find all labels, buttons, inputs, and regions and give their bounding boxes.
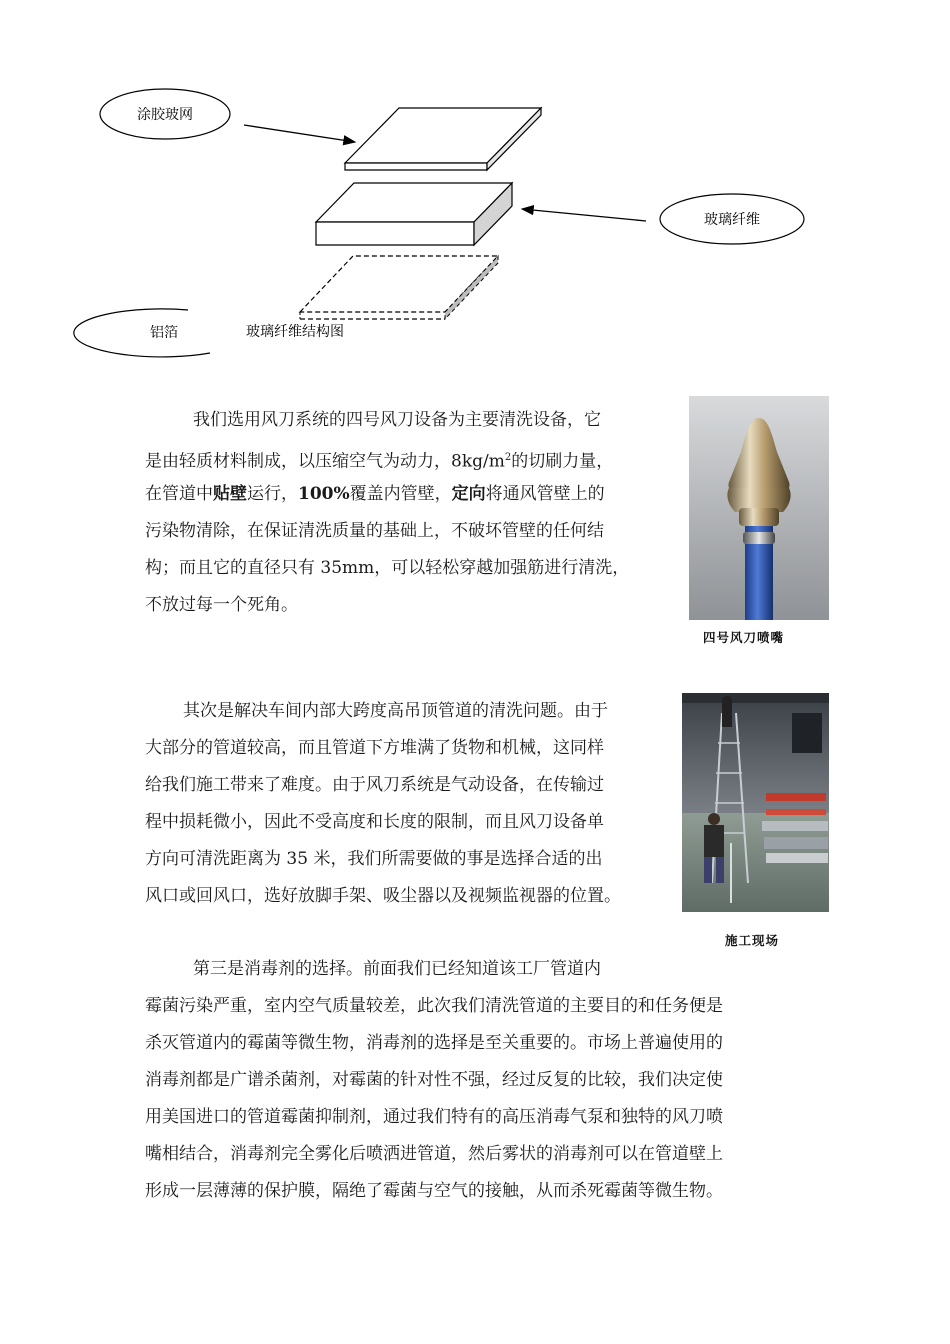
text-line: 风口或回风口，选好放脚手架、吸尘器以及视频监视器的位置。 [145, 886, 621, 906]
text-line: 方向可清洗距离为 35 米，我们所需要做的事是选择合适的出 [145, 849, 603, 869]
section1-paragraph [145, 402, 629, 624]
text-line: 霉菌污染严重，室内空气质量较差，此次我们清洗管道的主要目的和任务便是 [145, 996, 723, 1016]
glass-fiber-arrow [522, 209, 646, 221]
text-line: 嘴相结合，消毒剂完全雾化后喷洒进管道，然后雾状的消毒剂可以在管道壁上 [145, 1144, 723, 1164]
aluminum-foil-label-oval [74, 309, 210, 357]
text-line: 在管道中贴壁运行，100%覆盖内管壁，定向将通风管壁上的 [145, 484, 605, 504]
text-line: 不放过每一个死角。 [145, 595, 298, 615]
emphasis-text: 定向 [451, 484, 486, 504]
coated-mesh-layer [345, 108, 541, 170]
section3-paragraph [145, 951, 723, 1210]
section2-paragraph [145, 693, 621, 915]
glass-fiber-structure-diagram [0, 0, 950, 380]
glass-fiber-layer [316, 183, 512, 245]
text-line: 消毒剂都是广谱杀菌剂，对霉菌的针对性不强，经过反复的比较，我们决定使 [145, 1070, 723, 1090]
text-line: 给我们施工带来了难度。由于风刀系统是气动设备，在传输过 [145, 775, 604, 795]
emphasis-text: 贴壁 [213, 484, 247, 504]
text-line: 构；而且它的直径只有 35mm，可以轻松穿越加强筋进行清洗， [145, 558, 630, 578]
text-line: 程中损耗微小，因此不受高度和长度的限制，而且风刀设备单 [145, 812, 604, 832]
text-line: 用美国进口的管道霉菌抑制剂，通过我们特有的高压消毒气泵和独特的风刀喷 [145, 1107, 723, 1127]
glass-fiber-label: 玻璃纤维 [704, 212, 760, 228]
diagram-caption: 玻璃纤维结构图 [246, 324, 344, 340]
text-line: 大部分的管道较高，而且管道下方堆满了货物和机械，这同样 [145, 738, 604, 758]
construction-site-caption: 施工现场 [725, 933, 780, 948]
text-line: 其次是解决车间内部大跨度高吊顶管道的清洗问题。由于 [183, 701, 608, 721]
coated-mesh-label: 涂胶玻网 [137, 107, 193, 123]
aluminum-foil-label: 铝箔 [150, 325, 178, 341]
construction-site-photo [682, 693, 829, 912]
emphasis-text: 100% [298, 484, 350, 504]
text-line: 杀灭管道内的霉菌等微生物，消毒剂的选择是至关重要的。市场上普遍使用的 [145, 1033, 723, 1053]
aluminum-foil-layer [300, 256, 498, 319]
nozzle-photo-caption: 四号风刀喷嘴 [703, 630, 785, 645]
coated-mesh-arrow [244, 125, 355, 142]
text-line: 是由轻质材料制成，以压缩空气为动力，$8kg/m^2$的切刷力量， [145, 451, 614, 472]
text-line: 污染物清除，在保证清洗质量的基础上，不破坏管壁的任何结 [145, 521, 604, 541]
text-line: 我们选用风刀系统的四号风刀设备为主要清洗设备，它 [193, 410, 601, 430]
text-line: 第三是消毒剂的选择。前面我们已经知道该工厂管道内 [193, 959, 601, 979]
nozzle-photo [689, 396, 829, 620]
text-line: 形成一层薄薄的保护膜，隔绝了霉菌与空气的接触，从而杀死霉菌等微生物。 [145, 1181, 723, 1201]
